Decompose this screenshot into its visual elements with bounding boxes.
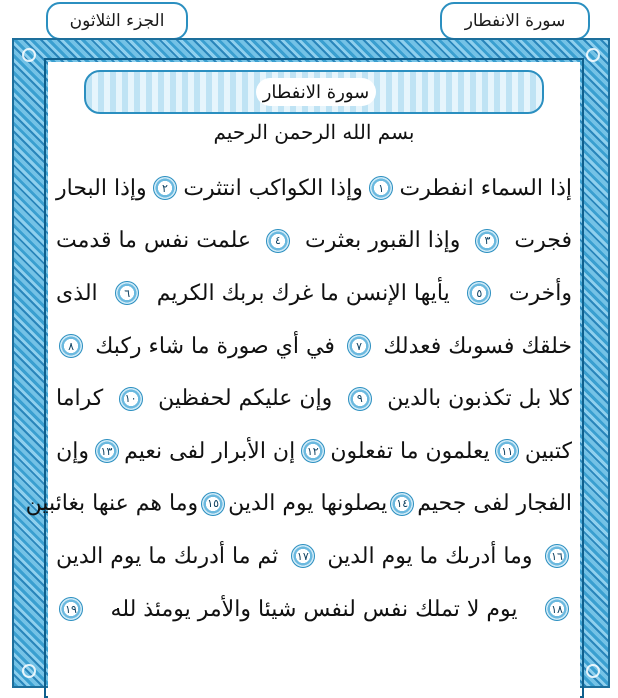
- corner-ornament-icon: [22, 48, 36, 62]
- verse-text: كلا بل تكذبون بالدين: [387, 386, 572, 412]
- verse-text: وإن عليكم لحفظين: [158, 386, 333, 412]
- verse-text: كتبين: [524, 438, 572, 464]
- verse-text: وإذا القبور بعثرت: [304, 228, 461, 254]
- verse-lines: [25, 162, 572, 635]
- verse-text: الفجار لفى جحيم: [417, 491, 572, 517]
- verse-line: [56, 215, 572, 268]
- verse-text: يأيها الإنسن ما غرك بربك الكريم: [156, 280, 450, 306]
- ayah-number-marker: ١٣: [95, 439, 119, 463]
- basmala: بسم الله الرحمن الرحيم: [213, 120, 415, 144]
- verse-text: وإذا الكواكب انتثرت: [183, 175, 363, 201]
- verse-line: [56, 372, 572, 425]
- ayah-number-marker: ٧: [347, 334, 371, 358]
- verse-line: [56, 267, 572, 320]
- verse-text: وإذا البحار: [56, 175, 147, 201]
- ayah-number-marker: ١٨: [545, 597, 569, 621]
- corner-ornament-icon: [22, 664, 36, 678]
- surah-title: سورة الانفطار: [256, 78, 376, 106]
- ayah-number-marker: ١: [369, 176, 393, 200]
- verse-line: [56, 530, 572, 583]
- decorative-page-border: [12, 38, 610, 688]
- ayah-number-marker: ١٢: [301, 439, 325, 463]
- ayah-number-marker: ١٦: [545, 544, 569, 568]
- surah-label: سورة الانفطار: [464, 11, 566, 31]
- verse-text: الذى: [56, 280, 98, 306]
- ayah-number-marker: ٣: [475, 229, 499, 253]
- juz-header-tab: [46, 2, 188, 40]
- ayah-number-marker: ١٤: [390, 492, 414, 516]
- verse-text: يعلمون ما تفعلون: [330, 438, 490, 464]
- verse-line: [25, 478, 572, 531]
- verse-line: [56, 320, 572, 373]
- verse-text: وما أدرىك ما يوم الدين: [327, 543, 533, 569]
- verse-text: فجرت: [514, 228, 572, 254]
- surah-header-tab: [440, 2, 590, 40]
- ayah-number-marker: ١٧: [291, 544, 315, 568]
- juz-label: الجزء الثلاثون: [69, 11, 165, 31]
- ayah-number-marker: ١٩: [59, 597, 83, 621]
- page-text-area: [25, 62, 580, 698]
- verse-line: [56, 425, 572, 478]
- corner-ornament-icon: [586, 664, 600, 678]
- verse-text: وما هم عنها بغائبين: [25, 491, 199, 517]
- verse-text: يصلونها يوم الدين: [228, 491, 388, 517]
- verse-line: [56, 583, 572, 636]
- verse-text: في أي صورة ما شاء ركبك: [95, 333, 335, 359]
- corner-ornament-icon: [586, 48, 600, 62]
- ayah-number-marker: ١٠: [119, 387, 143, 411]
- verse-line: [56, 162, 572, 215]
- verse-text: وإن: [56, 438, 89, 464]
- verse-text: خلقك فسوىك فعدلك: [383, 333, 572, 359]
- ayah-number-marker: ٨: [59, 334, 83, 358]
- ayah-number-marker: ١١: [495, 439, 519, 463]
- verse-text: يوم لا تملك نفس لنفس شيئا والأمر يومئذ لله: [110, 596, 518, 622]
- ayah-number-marker: ١٥: [201, 492, 225, 516]
- ayah-number-marker: ٩: [348, 387, 372, 411]
- ayah-number-marker: ٦: [115, 281, 139, 305]
- ayah-number-marker: ٥: [467, 281, 491, 305]
- verse-text: كراما: [56, 386, 104, 412]
- verse-text: ثم ما أدرىك ما يوم الدين: [56, 543, 279, 569]
- verse-text: وأخرت: [508, 280, 572, 306]
- surah-title-banner: [84, 70, 544, 114]
- ayah-number-marker: ٢: [153, 176, 177, 200]
- verse-text: إن الأبرار لفى نعيم: [124, 438, 296, 464]
- verse-text: إذا السماء انفطرت: [399, 175, 572, 201]
- verse-text: علمت نفس ما قدمت: [56, 228, 251, 254]
- ayah-number-marker: ٤: [266, 229, 290, 253]
